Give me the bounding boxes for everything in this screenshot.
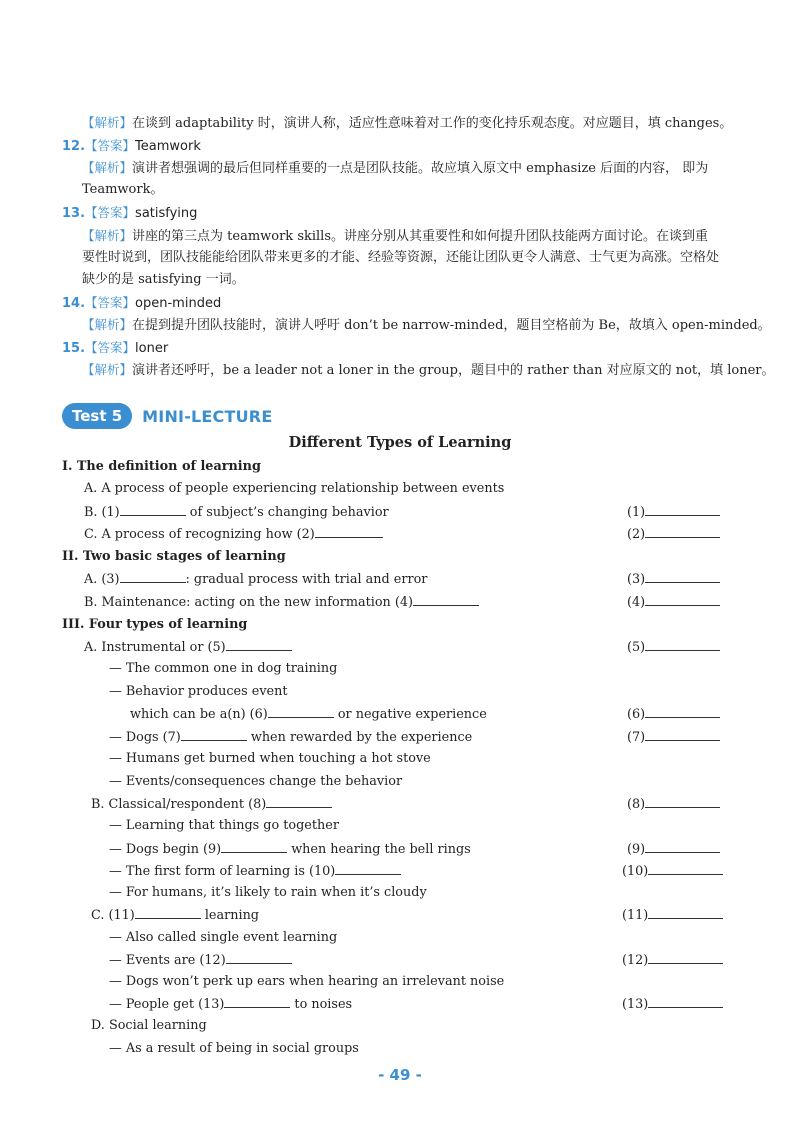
outline-line: — Dogs (7) when rewarded by the experience <box>109 730 473 745</box>
answer-15: 15.【答案】loner <box>62 340 169 356</box>
answer-12: 12.【答案】Teamwork <box>62 138 201 154</box>
answer-blank-8[interactable]: (8) <box>627 795 720 814</box>
outline-line: — Events/consequences change the behavior <box>109 774 403 789</box>
blank-10 <box>335 862 401 875</box>
answer-blank-6[interactable]: (6) <box>627 705 720 724</box>
explanation-15: 【解析】演讲者还呼吁，be a leader not a loner in the group，题目中的 rather than 对应原文的 not，填 loner。 <box>82 362 775 378</box>
outline-line: A. (3) : gradual process with trial and error <box>84 572 428 587</box>
outline-line: B. Maintenance: acting on the new information (4) <box>84 593 479 612</box>
heading-3: III. Four types of learning <box>62 617 248 632</box>
answer-blank-11[interactable]: (11) <box>622 906 723 925</box>
answer-blank-10[interactable]: (10) <box>622 862 723 881</box>
blank-6 <box>268 705 334 718</box>
answer-blank-4[interactable]: (4) <box>627 593 720 612</box>
blank-8 <box>266 795 332 808</box>
explanation-12: 【解析】演讲者想强调的最后但同样重要的一点是团队技能。故应填入原文中 emphasize 后面的内容， 即为 <box>82 160 709 176</box>
blank-3 <box>120 570 186 583</box>
outline-line: — Dogs won’t perk up ears when hearing an irrelevant noise <box>109 974 505 989</box>
answer-blank-2[interactable]: (2) <box>627 525 720 544</box>
blank-7 <box>181 728 247 741</box>
answer-14: 14.【答案】open-minded <box>62 295 222 311</box>
answer-blank-5[interactable]: (5) <box>627 638 720 657</box>
blank-2 <box>315 525 383 538</box>
answer-blank-12[interactable]: (12) <box>622 951 723 970</box>
outline-line: — For humans, it’s likely to rain when it’s cloudy <box>109 885 427 900</box>
answer-blank-1[interactable]: (1) <box>627 503 720 522</box>
answer-blank-9[interactable]: (9) <box>627 840 720 859</box>
heading-2: II. Two basic stages of learning <box>62 549 286 564</box>
explanation-13-cont2: 缺少的是 satisfying 一词。 <box>82 272 245 287</box>
answer-blank-7[interactable]: (7) <box>627 728 720 747</box>
blank-4 <box>413 593 479 606</box>
outline-line: — Behavior produces event <box>109 684 288 699</box>
outline-line: — Dogs begin (9) when hearing the bell rings <box>109 842 471 857</box>
test-header <box>62 403 272 429</box>
outline-line: — Events are (12) <box>109 951 292 970</box>
blank-1 <box>120 503 186 516</box>
explain-tag: 【解析】 <box>82 115 133 130</box>
blank-11 <box>135 906 201 919</box>
blank-13 <box>224 995 290 1008</box>
outline-line: — Also called single event learning <box>109 930 338 945</box>
blank-5 <box>226 638 292 651</box>
outline-line: A. Instrumental or (5) <box>84 638 292 657</box>
outline-line: — The common one in dog training <box>109 661 338 676</box>
page-number: - 49 - <box>378 1066 422 1084</box>
answer-blank-3[interactable]: (3) <box>627 570 720 589</box>
answer-blank-13[interactable]: (13) <box>622 995 723 1014</box>
lecture-title: Different Types of Learning <box>288 434 512 451</box>
outline-line: D. Social learning <box>91 1018 207 1033</box>
outline-line: C. A process of recognizing how (2) <box>84 525 383 544</box>
outline-line: — Humans get burned when touching a hot stove <box>109 751 431 766</box>
test-label: Test 5 <box>62 403 132 429</box>
outline-line: C. (11) learning <box>91 908 259 923</box>
blank-12 <box>226 951 292 964</box>
explanation-12-cont: Teamwork。 <box>82 182 164 197</box>
outline-line: — Learning that things go together <box>109 818 339 833</box>
blank-9 <box>221 840 287 853</box>
outline-line: — The first form of learning is (10) <box>109 862 401 881</box>
heading-1: I. The definition of learning <box>62 459 261 474</box>
explanation-13-cont1: 要性时说到，团队技能能给团队带来更多的才能、经验等资源，还能让团队更令人满意、士气更为高涨。空格处 <box>82 250 720 265</box>
explanation-11: 【解析】在谈到 adaptability 时，演讲人称，适应性意味着对工作的变化持乐观态度。对应题目，填 changes。 <box>82 115 733 131</box>
outline-line: A. A process of people experiencing relationship between events <box>84 481 505 496</box>
section-title: MINI-LECTURE <box>142 406 273 426</box>
outline-line: — People get (13) to noises <box>109 997 353 1012</box>
outline-line: which can be a(n) (6) or negative experience <box>130 707 487 722</box>
outline-line: B. (1) of subject’s changing behavior <box>84 505 389 520</box>
answer-13: 13.【答案】satisfying <box>62 205 198 221</box>
explanation-13: 【解析】讲座的第三点为 teamwork skills。讲座分别从其重要性和如何提升团队技能两方面讨论。在谈到重 <box>82 228 709 244</box>
outline-line: B. Classical/respondent (8) <box>91 795 332 814</box>
explanation-14: 【解析】在提到提升团队技能时，演讲人呼吁 don’t be narrow-minded，题目空格前为 Be，故填入 open-minded。 <box>82 317 771 333</box>
outline-line: — As a result of being in social groups <box>109 1041 359 1056</box>
